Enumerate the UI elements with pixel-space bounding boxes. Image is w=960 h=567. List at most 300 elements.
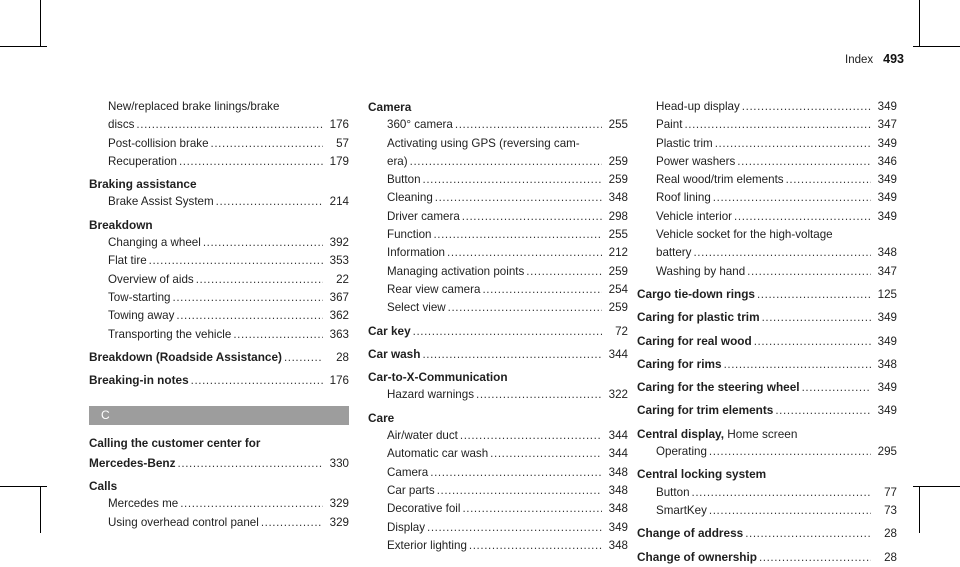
entry-text: Mercedes-Benz	[89, 455, 176, 470]
dot-leader	[433, 226, 602, 244]
entry-text: Caring for the steering wheel	[637, 380, 800, 395]
entry-row	[108, 135, 349, 153]
page-ref[interactable]: 22	[336, 272, 349, 286]
entry-text: Cargo tie-down rings	[637, 286, 755, 301]
entry-text: Overview of aids	[108, 272, 194, 286]
entry-text: Select view	[387, 301, 446, 315]
entry-row	[637, 524, 897, 543]
index-subentry[interactable]	[368, 226, 628, 244]
crop-mark	[0, 46, 47, 47]
entry-row	[108, 193, 349, 211]
page-ref[interactable]: 363	[329, 327, 349, 341]
entry-text: Information	[387, 246, 445, 260]
index-entry[interactable]	[637, 548, 897, 567]
entry-row	[89, 216, 349, 234]
index-entry[interactable]	[368, 368, 628, 386]
page-ref[interactable]: 259	[608, 264, 628, 278]
entry-row	[108, 116, 349, 134]
index-subentry[interactable]	[89, 307, 349, 325]
page-ref[interactable]: 349	[877, 173, 897, 187]
entry-text: Central display, Home screen	[637, 426, 798, 441]
entry-row	[387, 500, 628, 518]
entry-row	[656, 443, 897, 461]
dot-leader	[734, 208, 871, 226]
page-ref[interactable]: 259	[608, 301, 628, 315]
page-ref[interactable]: 348	[608, 465, 628, 479]
page-ref[interactable]: 322	[608, 388, 628, 402]
index-subentry[interactable]	[368, 464, 628, 482]
page-ref[interactable]: 348	[608, 538, 628, 552]
index-subentry[interactable]	[368, 244, 628, 262]
page-ref[interactable]: 179	[329, 154, 349, 168]
page-ref[interactable]: 349	[877, 191, 897, 205]
entry-text: Washing by hand	[656, 264, 746, 278]
page-ref[interactable]: 329	[329, 497, 349, 511]
entry-text: Button	[656, 485, 690, 499]
index-subentry[interactable]	[89, 193, 349, 211]
page-ref[interactable]: 347	[877, 118, 897, 132]
page-ref[interactable]: 348	[608, 502, 628, 516]
entry-text: Caring for rims	[637, 356, 722, 371]
dot-leader	[191, 372, 323, 390]
dot-leader	[759, 549, 871, 567]
entry-text: Plastic trim	[656, 136, 713, 150]
entry-text: Head-up display	[656, 100, 740, 113]
entry-row	[387, 116, 628, 134]
entry-row	[89, 175, 349, 193]
index-entry[interactable]	[368, 409, 628, 427]
page-ref[interactable]: 349	[877, 100, 897, 113]
entry-row	[656, 153, 897, 171]
index-subentry[interactable]	[368, 386, 628, 404]
entry-row	[368, 98, 628, 116]
index-entry[interactable]	[89, 348, 349, 367]
entry-row	[637, 308, 897, 327]
crop-mark	[0, 486, 47, 487]
index-subentry[interactable]	[368, 427, 628, 445]
entry-text: Breakdown (Roadside Assistance)	[89, 349, 282, 364]
entry-row	[387, 482, 628, 500]
entry-row	[89, 454, 349, 473]
index-subentry[interactable]	[89, 271, 349, 289]
entry-text: Hazard warnings	[387, 388, 474, 402]
entry-text: Change of ownership	[637, 549, 757, 564]
entry-row	[637, 378, 897, 397]
dot-leader	[745, 525, 871, 543]
entry-text: Breaking-in notes	[89, 373, 189, 388]
entry-text: Real wood/trim elements	[656, 173, 784, 187]
entry-text: Brake Assist System	[108, 195, 214, 209]
entry-text: Exterior lighting	[387, 538, 467, 552]
dot-leader	[709, 502, 871, 520]
entry-row	[656, 171, 897, 189]
index-subentry[interactable]	[637, 189, 897, 207]
dot-leader	[482, 281, 602, 299]
entry-row	[656, 208, 897, 226]
dot-leader	[410, 153, 602, 171]
entry-row	[387, 171, 628, 189]
page-ref[interactable]: 348	[877, 357, 897, 371]
index-entry[interactable]	[637, 308, 897, 327]
index-entry[interactable]	[89, 175, 349, 193]
dot-leader	[423, 171, 602, 189]
entry-row	[387, 427, 628, 445]
entry-row	[89, 477, 349, 495]
entry-row	[637, 355, 897, 374]
entry-text: Driver camera	[387, 209, 460, 223]
entry-text: Recuperation	[108, 154, 177, 168]
entry-row	[108, 234, 349, 252]
index-subentry[interactable]	[89, 495, 349, 513]
index-column-3	[637, 98, 897, 567]
entry-text: Display	[387, 520, 426, 534]
entry-text: Using overhead control panel	[108, 515, 259, 529]
entry-row	[656, 244, 897, 262]
entry-row	[656, 484, 897, 502]
entry-text: Care	[368, 410, 395, 425]
index-subentry[interactable]	[637, 116, 897, 134]
page-ref[interactable]: 362	[329, 309, 349, 323]
entry-row	[387, 299, 628, 317]
entry-row	[387, 244, 628, 262]
entry-text: Caring for trim elements	[637, 403, 774, 418]
entry-text: Car parts	[387, 483, 435, 497]
index-entry[interactable]	[637, 425, 897, 443]
entry-text: Changing a wheel	[108, 236, 201, 250]
entry-row	[108, 307, 349, 325]
page-ref[interactable]: 259	[608, 154, 628, 168]
dot-leader	[136, 116, 323, 134]
dot-leader	[455, 116, 602, 134]
dot-leader	[427, 519, 602, 537]
index-entry[interactable]	[637, 465, 897, 483]
page-ref[interactable]: 349	[877, 209, 897, 223]
index-subentry[interactable]	[89, 514, 349, 532]
entry-row	[108, 326, 349, 344]
page-ref[interactable]: 349	[877, 381, 897, 395]
index-subentry[interactable]	[637, 502, 897, 520]
page-ref[interactable]: 28	[884, 527, 897, 541]
index-entry[interactable]	[89, 477, 349, 495]
dot-leader	[684, 116, 871, 134]
page-ref[interactable]: 349	[877, 334, 897, 348]
entry-text: battery	[656, 246, 692, 260]
dot-leader	[435, 189, 602, 207]
index-subentry[interactable]	[637, 153, 897, 171]
entry-text: Managing activation points	[387, 264, 525, 278]
dot-leader	[447, 244, 602, 262]
page-ref[interactable]: 330	[329, 456, 349, 470]
dot-leader	[149, 252, 323, 270]
index-subentry[interactable]	[89, 135, 349, 153]
crop-mark	[40, 0, 41, 47]
dot-leader	[430, 464, 602, 482]
index-subentry[interactable]	[368, 263, 628, 281]
entry-row	[108, 495, 349, 513]
entry-row	[89, 348, 349, 367]
index-subentry[interactable]	[637, 226, 897, 263]
index-subentry[interactable]	[368, 135, 628, 172]
dot-leader	[715, 135, 871, 153]
index-entry[interactable]	[368, 98, 628, 116]
index-column-1	[89, 98, 349, 532]
dot-leader	[692, 484, 871, 502]
page-ref[interactable]: 367	[329, 290, 349, 304]
index-subentry[interactable]	[368, 171, 628, 189]
page-ref[interactable]: 176	[329, 118, 349, 132]
index-subentry[interactable]	[637, 98, 897, 116]
page-ref[interactable]: 73	[884, 503, 897, 517]
index-entry[interactable]	[637, 524, 897, 543]
dot-leader	[754, 333, 871, 351]
dot-leader	[462, 500, 602, 518]
entry-text: Post-collision brake	[108, 136, 209, 150]
entry-suffix: Home screen	[723, 426, 798, 441]
index-subentry[interactable]	[637, 443, 897, 461]
dot-leader	[216, 193, 323, 211]
page-ref[interactable]: 353	[329, 254, 349, 268]
page-ref[interactable]: 214	[329, 195, 349, 209]
page-header	[845, 52, 904, 66]
page-ref[interactable]: 259	[608, 173, 628, 187]
index-subentry[interactable]	[368, 537, 628, 555]
index-subentry[interactable]	[637, 208, 897, 226]
index-subentry[interactable]	[637, 135, 897, 153]
entry-row	[368, 368, 628, 386]
entry-text: Calls	[89, 479, 118, 494]
dot-leader	[179, 153, 323, 171]
entry-text: SmartKey	[656, 503, 707, 517]
entry-text: Button	[387, 173, 421, 187]
crop-mark	[913, 46, 960, 47]
entry-row	[387, 464, 628, 482]
entry-text: Flat tire	[108, 254, 147, 268]
page-ref[interactable]: 349	[877, 404, 897, 418]
index-subentry[interactable]	[89, 234, 349, 252]
dot-leader	[469, 537, 602, 555]
index-subentry[interactable]	[368, 519, 628, 537]
index-subentry[interactable]	[637, 484, 897, 502]
index-entry[interactable]	[637, 285, 897, 304]
page-ref[interactable]: 255	[608, 228, 628, 242]
entry-row	[387, 189, 628, 207]
index-subentry[interactable]	[368, 189, 628, 207]
entry-text: Rear view camera	[387, 282, 481, 296]
entry-text: discs	[108, 118, 135, 132]
index-entry[interactable]	[637, 355, 897, 374]
dot-leader	[437, 482, 602, 500]
page-ref[interactable]: 72	[615, 324, 628, 338]
index-entry[interactable]	[368, 322, 628, 341]
entry-text: Decorative foil	[387, 502, 461, 516]
entry-row	[637, 465, 897, 483]
index-subentry[interactable]	[368, 482, 628, 500]
entry-row	[387, 153, 628, 171]
page-ref[interactable]: 346	[877, 154, 897, 168]
index-subentry[interactable]	[368, 116, 628, 134]
page-ref[interactable]: 298	[608, 209, 628, 223]
entry-row	[387, 208, 628, 226]
index-subentry[interactable]	[368, 208, 628, 226]
entry-row	[108, 252, 349, 270]
page-ref[interactable]: 349	[877, 311, 897, 325]
entry-text: Car wash	[368, 346, 421, 361]
entry-row	[637, 425, 897, 443]
index-entry[interactable]	[637, 378, 897, 397]
page-ref[interactable]: 348	[608, 483, 628, 497]
entry-text: Caring for plastic trim	[637, 310, 760, 325]
entry-text: 360° camera	[387, 118, 453, 132]
dot-leader	[176, 307, 323, 325]
dot-leader	[724, 356, 871, 374]
dot-leader	[284, 349, 323, 367]
page-ref[interactable]: 125	[877, 287, 897, 301]
page-ref[interactable]: 28	[884, 550, 897, 564]
page-ref[interactable]: 57	[336, 136, 349, 150]
entry-text: New/replaced brake linings/brake	[108, 100, 280, 113]
dot-leader	[448, 299, 602, 317]
page-ref[interactable]: 392	[329, 236, 349, 250]
index-subentry[interactable]	[368, 445, 628, 463]
dot-leader	[173, 289, 324, 307]
entry-row	[656, 263, 897, 281]
entry-row	[387, 281, 628, 299]
dot-leader	[737, 153, 871, 171]
page-ref[interactable]: 28	[336, 350, 349, 364]
index-subentry[interactable]	[89, 252, 349, 270]
page-ref[interactable]: 348	[608, 191, 628, 205]
index-subentry[interactable]	[368, 299, 628, 317]
entry-row	[637, 548, 897, 567]
entry-text: Caring for real wood	[637, 333, 752, 348]
page-number: 493	[883, 52, 904, 66]
dot-leader	[180, 495, 323, 513]
crop-mark	[40, 486, 41, 533]
entry-text: Calling the customer center for	[89, 437, 261, 451]
dot-leader	[526, 263, 602, 281]
dot-leader	[786, 171, 871, 189]
entry-row	[387, 263, 628, 281]
crop-mark	[913, 486, 960, 487]
entry-text: Transporting the vehicle	[108, 327, 232, 341]
page-ref[interactable]: 349	[608, 520, 628, 534]
entry-row	[637, 285, 897, 304]
entry-text: Car-to-X-Communication	[368, 370, 508, 385]
dot-leader	[233, 326, 323, 344]
dot-leader	[747, 263, 871, 281]
dot-leader	[196, 271, 323, 289]
entry-text: Cleaning	[387, 191, 433, 205]
section-label: Index	[845, 54, 874, 66]
page-ref[interactable]: 254	[608, 282, 628, 296]
section-letter-bar: C	[89, 406, 349, 425]
dot-leader	[462, 208, 602, 226]
index-entry[interactable]	[89, 371, 349, 390]
entry-row	[368, 345, 628, 364]
dot-leader	[709, 443, 871, 461]
page-ref[interactable]: 349	[877, 136, 897, 150]
page-ref[interactable]: 347	[877, 264, 897, 278]
entry-text: era)	[387, 154, 408, 168]
entry-row	[108, 289, 349, 307]
entry-text: Car key	[368, 323, 411, 338]
entry-row	[108, 153, 349, 171]
page-ref[interactable]: 344	[608, 447, 628, 461]
page-ref[interactable]: 344	[608, 347, 628, 361]
index-entry[interactable]	[89, 216, 349, 234]
page-ref[interactable]: 295	[877, 445, 897, 459]
index-entry[interactable]	[368, 345, 628, 364]
entry-text: Vehicle interior	[656, 209, 733, 223]
entry-row	[387, 537, 628, 555]
index-subentry[interactable]	[89, 98, 349, 135]
dot-leader	[693, 244, 871, 262]
index-subentry[interactable]	[89, 153, 349, 171]
entry-row	[637, 332, 897, 351]
entry-text: Operating	[656, 445, 707, 459]
entry-text: Paint	[656, 118, 683, 132]
entry-row	[108, 514, 349, 532]
page-ref[interactable]: 212	[608, 246, 628, 260]
index-subentry[interactable]	[637, 171, 897, 189]
index-subentry[interactable]	[637, 263, 897, 281]
entry-text: Automatic car wash	[387, 447, 489, 461]
page-ref[interactable]: 348	[877, 246, 897, 260]
index-subentry[interactable]	[89, 326, 349, 344]
dot-leader	[775, 402, 871, 420]
index-subentry[interactable]	[89, 289, 349, 307]
page-ref[interactable]: 255	[608, 118, 628, 132]
entry-text: Camera	[368, 100, 412, 114]
entry-text: Mercedes me	[108, 497, 179, 511]
entry-text: Towing away	[108, 309, 175, 323]
page-ref[interactable]: 344	[608, 429, 628, 443]
page-ref[interactable]: 176	[329, 374, 349, 388]
index-subentry[interactable]	[368, 500, 628, 518]
entry-text: Tow-starting	[108, 290, 171, 304]
entry-row	[387, 445, 628, 463]
dot-leader	[490, 445, 602, 463]
dot-leader	[742, 98, 871, 116]
dot-leader	[261, 514, 323, 532]
entry-row	[387, 519, 628, 537]
index-column-2	[368, 98, 628, 555]
crop-mark	[919, 0, 920, 47]
index-entry[interactable]	[637, 332, 897, 351]
entry-row	[656, 98, 897, 116]
entry-text: Central locking system	[637, 467, 767, 482]
entry-text: Braking assistance	[89, 177, 197, 192]
dot-leader	[460, 427, 602, 445]
dot-leader	[203, 234, 323, 252]
entry-row	[637, 401, 897, 420]
dot-leader	[211, 135, 323, 153]
index-subentry[interactable]	[368, 281, 628, 299]
dot-leader	[762, 309, 871, 327]
entry-text: Function	[387, 228, 432, 242]
dot-leader	[178, 455, 323, 473]
index-entry[interactable]	[89, 435, 349, 473]
entry-row	[89, 371, 349, 390]
page-ref[interactable]: 77	[884, 485, 897, 499]
entry-text: Roof lining	[656, 191, 711, 205]
page-ref[interactable]: 329	[329, 515, 349, 529]
index-entry[interactable]	[637, 401, 897, 420]
entry-text: Vehicle socket for the high-voltage	[656, 228, 833, 242]
entry-text: Change of address	[637, 526, 744, 541]
dot-leader	[713, 189, 871, 207]
dot-leader	[476, 386, 602, 404]
